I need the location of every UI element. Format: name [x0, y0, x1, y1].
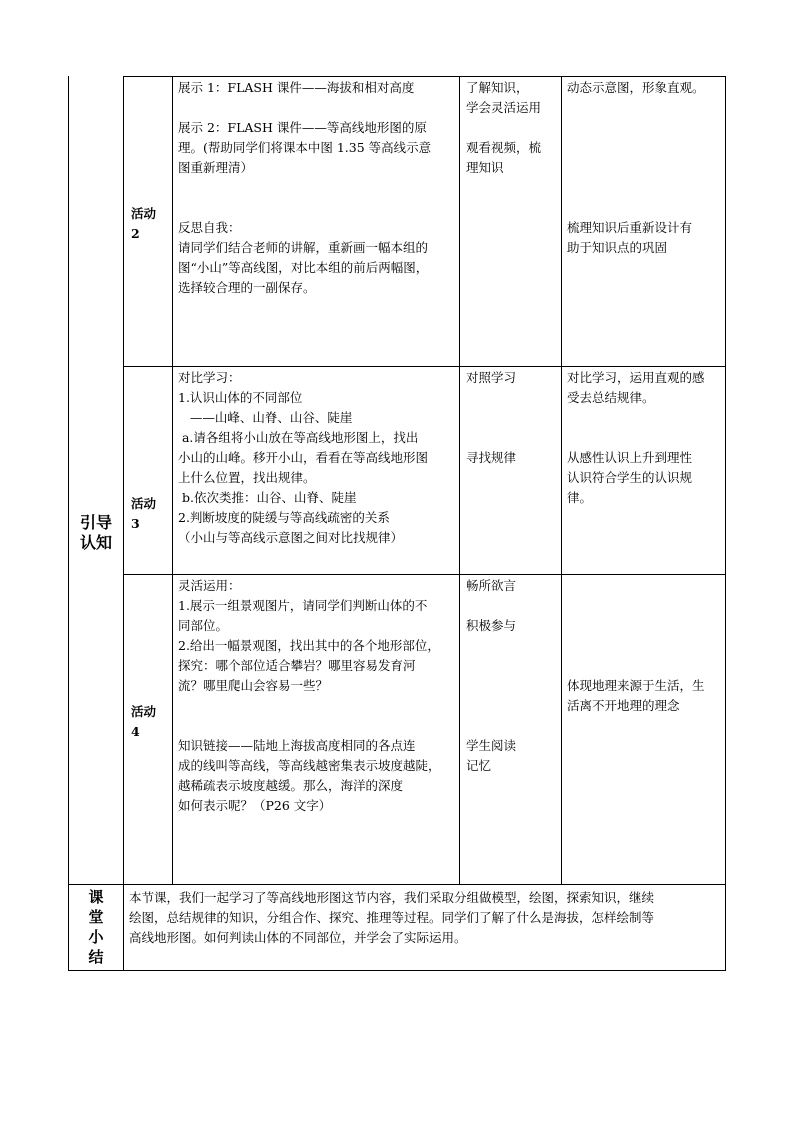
activity-4-intent: 体现地理来源于生活，生 活离不开地理的理念 — [567, 678, 705, 713]
row-divider-summary — [68, 884, 726, 885]
activity-3-student: 对照学习 寻找规律 — [466, 370, 517, 465]
row-divider-1 — [123, 366, 726, 367]
activity-2-intent: 动态示意图，形象直观。 梳理知识后重新设计有 助于知识点的巩固 — [567, 80, 705, 255]
activity-4-content: 灵活运用： 1.展示一组景观图片，请同学们判断山体的不 同部位。 2.给出一幅景观图，找出其中的各个地形部位， 探究：哪个部位适合攀岩？哪里容易发育河 流？哪里爬山会容易一些？ 知识链接——陆地上海拔高度相同的各点连 成的线叫等高线，等高线越密集表示坡度越陡， 越稀疏表示坡度越缓。那么，海洋的深度 如何表示呢？（P26 文字） — [178, 578, 441, 813]
activity-2-student: 了解知识， 学会灵活运用 观看视频，梳 理知识 — [466, 80, 542, 175]
column-divider-1 — [123, 76, 124, 971]
activity-2-name: 活动 2 — [131, 206, 157, 241]
column-divider-3 — [459, 76, 460, 884]
summary-text: 本节课，我们一起学习了等高线地形图这节内容，我们采取分组做模型，绘图，探索知识，继续 绘图，总结规律的知识，分组合作、探究、推理等过程。同学们了解了什么是海拔，怎样绘制等 高线地形图。如何判读山体的不同部位，并学会了实际运用。 — [129, 890, 655, 945]
activity-2-content: 展示 1：FLASH 课件——海拔和相对高度 展示 2：FLASH 课件——等高线地形图的原 理。(帮助同学们将课本中图 1.35 等高线示意 图重新理清） 反思自我： 请同学们结合老师的讲解，重新画一幅本组的 图“小山”等高线图，对比本组的前后两幅图， 选择较合理的一副保存。 — [178, 80, 432, 295]
activity-3-name: 活动 3 — [131, 496, 157, 531]
activity-4-name: 活动 4 — [131, 704, 157, 739]
section-label: 引导 认知 — [79, 513, 112, 552]
activity-3-intent: 对比学习，运用直观的感 受去总结规律。 从感性认识上升到理性 认识符合学生的认识规 律。 — [567, 370, 705, 505]
table-border-right — [725, 76, 726, 971]
table-border-bottom — [68, 970, 726, 971]
column-divider-4 — [561, 76, 562, 884]
column-divider-2 — [172, 76, 173, 884]
summary-label: 课 堂 小 结 — [88, 888, 104, 966]
row-divider-top — [123, 76, 726, 77]
row-divider-2 — [123, 574, 726, 575]
activity-4-student: 畅所欲言 积极参与 学生阅读 记忆 — [466, 578, 517, 773]
activity-3-content: 对比学习： 1.认识山体的不同部位 ——山峰、山脊、山谷、陡崖 a.请各组将小山放在等高线地形图上，找出 小山的山峰。移开小山，看看在等高线地形图 上什么位置，找出规律。 b.依次类推：山谷、山脊、陡崖 2.判断坡度的陡缓与等高线疏密的关系 （小山与等高线示意图之间对比找规律） — [178, 370, 429, 545]
